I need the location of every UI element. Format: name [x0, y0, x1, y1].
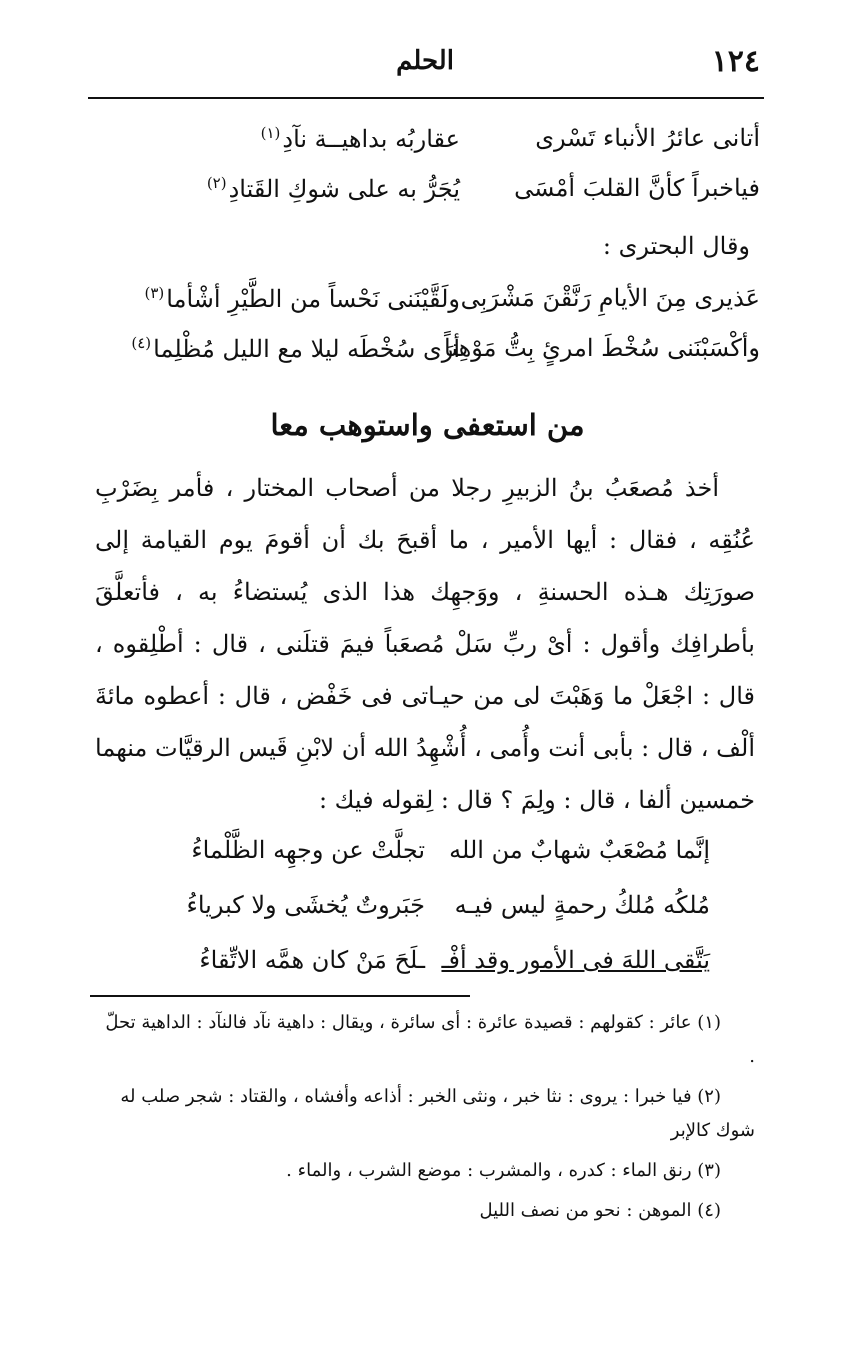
verse-line [100, 328, 760, 378]
prose-paragraph: أخذ مُصعَبُ بنُ الزبيرِ رجلا من أصحاب المختار ، فأمر بِضَرْبِ عُنُقِه ، فقال : أيها الأمير ، ما أقبحَ بك أن أقومَ يوم القيامة إلى صورَتِك هـذه الحسنةِ ، ووَجهِك هذا الذى يُستضاءُ به ، فأتعلَّقَ بأطرافِك وأقول : أىْ ربِّ سَلْ مُصعَباً فيمَ قتلَنى ، قال : أطْلِقوه ، قال : اجْعَلْ ما وَهَبْتَ لى من حيـاتى فى خَفْض ، قال : أعطوه مائةَ ألْف ، قال : بأبى أنت وأُمى ، أُشْهِدُ الله أن لابْنِ قَيس الرقيَّات منهما خمسين ألفا ، قال : ولِمَ ؟ قال : لِقوله فيك : [95, 474, 755, 814]
verse-line [100, 118, 760, 168]
footnote-marker: (٤) [131, 334, 152, 352]
verse-second-hemistich: ـلَحَ مَنْ كان همَّه الاتِّقاءُ [199, 946, 425, 974]
verse-first-hemistich: أتانى عائرُ الأنباء تَسْرى [535, 124, 760, 152]
attribution-line: وقال البحترى : [602, 232, 750, 260]
verse-second-hemistich: جَبَروتٌ يُخشَى ولا كبرياءُ [186, 891, 425, 919]
poem-buhturi [100, 278, 760, 378]
footnote: (٤) الموهن : نحو من نصف الليل [479, 1200, 721, 1221]
footnote: (١) عائر : كقولهم : قصيدة عائرة : أى سائرة ، ويقال : داهية نآد فالنآد : الداهية تحلّ . [105, 1012, 755, 1067]
page-number: ١٢٤ [711, 44, 760, 79]
verse-line [110, 885, 710, 940]
page-header [90, 38, 760, 92]
verse-second-hemistich: عقاربُه بداهيــة نآدِ$^{(١)}$ [260, 124, 460, 153]
verse-first-hemistich: فياخبراً كأنَّ القلبَ أمْسَى [514, 174, 760, 202]
header-rule [88, 97, 764, 99]
verse-line [110, 830, 710, 885]
verse-line [100, 278, 760, 328]
running-title: الحلم [396, 46, 454, 76]
footnote: (٢) فيا خبرا : يروى : نثا خبر ، ونثى الخبر : أذاعه وأفشاه ، والقتاد : شجر صلب له شوك كالإبر [120, 1086, 755, 1141]
verse-first-hemistich: مُلكُه مُلكُ رحمةٍ ليس فيـه [454, 891, 710, 919]
section-title: من استعفى واستوهب معا [270, 408, 585, 442]
verse-second-hemistich: يُجَرُّ به على شوكِ القَتادِ$^{(٢)}$ [206, 174, 460, 203]
verse-first-hemistich: وأكْسَبْنَنى سُخْطَ امرئٍ بِتُّ مَوْهِناً [444, 334, 760, 362]
verse-first-hemistich: عَذيرى مِنَ الأيامِ رَنَّقْنَ مَشْرَبِى [460, 284, 760, 312]
prose-body [95, 462, 755, 826]
footnote-marker: (١) [260, 124, 281, 142]
footnote-marker: (٣) [144, 284, 165, 302]
verse-first-hemistich: يَتَّقى اللهَ فى الأمور وقد أفْـ [441, 946, 710, 974]
verse-line [110, 940, 710, 995]
footnote-rule [90, 995, 470, 997]
footnote: (٣) رنق الماء : كدره ، والمشرب : موضع الشرب ، والماء . [286, 1160, 721, 1181]
verse-second-hemistich: تجلَّتْ عن وجهِه الظَّلْماءُ [191, 836, 425, 864]
verse-second-hemistich: ولَقَّيْنَنى نَحْساً من الطَّيْرِ أشْأما$^{(٣)}$ [144, 284, 460, 313]
verse-second-hemistich: أرَى سُخْطَه ليلا مع الليل مُظْلِما$^{(٤)}$ [131, 334, 460, 363]
footnote-marker: (٢) [206, 174, 227, 192]
poem-quoted [110, 830, 710, 995]
verse-first-hemistich: إنَّما مُصْعَبٌ شهابٌ من الله [449, 836, 710, 864]
poem-first [100, 118, 760, 218]
verse-line [100, 168, 760, 218]
footnotes [95, 1006, 755, 1234]
